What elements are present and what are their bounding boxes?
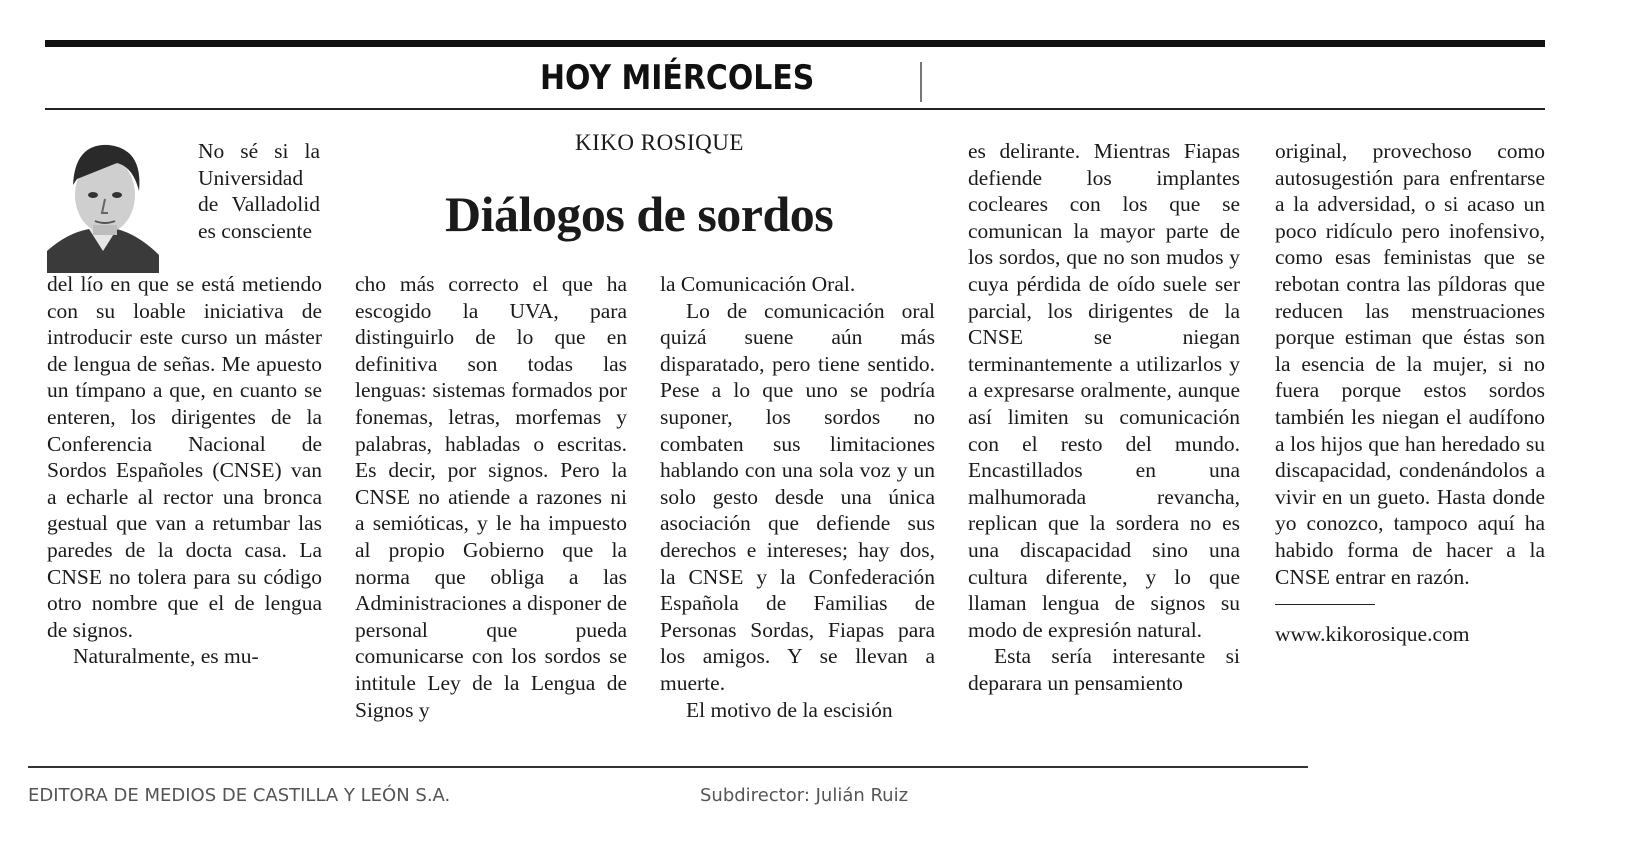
- article-column-1: [47, 271, 322, 670]
- article-headline: Diálogos de sordos: [445, 186, 834, 242]
- footer-text: Subdirector: Julián Ruiz: [700, 785, 909, 806]
- article-column-3: [660, 271, 935, 723]
- author-website: www.kikorosique.com: [1275, 622, 1470, 647]
- footer-text: EDITORA DE MEDIOS DE CASTILLA Y LEÓN S.A.: [28, 785, 451, 806]
- paragraph: la Comunicación Oral.: [660, 272, 856, 296]
- signature-rule: [1275, 604, 1375, 605]
- top-rule: [45, 40, 1545, 47]
- footer-rule: [28, 766, 1308, 768]
- footer-cut-text-left: [28, 785, 468, 806]
- paragraph: El motivo de la escisión: [686, 697, 893, 722]
- paragraph: cho más correcto el que ha escogido la UVA, para distinguirlo de lo que en definitiva son todas las lenguas: sistemas formados por fonemas, letras, morfemas y palabras, habladas o escritas. Es decir, por signos. Pero la CNSE no atiende a razones ni a semióticas, y le ha impuesto al propio Gobierno que la norma que obliga a las Administraciones a disponer de personal que pueda comunicarse con los sordos se intitule Ley de la Lengua de Signos y: [355, 272, 627, 722]
- column-divider: [920, 62, 922, 102]
- author-photo: [47, 133, 159, 273]
- section-rule: [45, 108, 1545, 110]
- paragraph: Lo de comunicación oral quizá suene aún más disparatado, pero tiene sentido. Pese a lo que uno se podría suponer, los sordos no combaten sus limitaciones hablando con una sola voz y un solo gesto desde una única asociación que defiende sus derechos e intereses; hay dos, la CNSE y la Confederación Española de Familias de Personas Sordas, Fiapas para los amigos. Y se llevan a muerte.: [660, 298, 935, 695]
- paragraph: del lío en que se está metiendo con su loable iniciativa de introducir este curso un máster de lengua de señas. Me apuesto un tímpano a que, en cuanto se enteren, los dirigentes de la Conferencia Nacional de Sordos Españoles (CNSE) van a echarle al rector una bronca gestual que van a retumbar las paredes de la docta casa. La CNSE no tolera para su código otro nombre que el de lengua de signos.: [47, 272, 322, 642]
- paragraph: No sé si la Universidad de Valladolid es consciente: [198, 139, 320, 243]
- footer-cut-text-right: [700, 785, 909, 806]
- paragraph: original, provechoso como autosugestión para enfrentarse a la adversidad, o si acaso un poco ridículo pero inofensivo, como esas feministas que se rebotan contra las píldoras que reducen las menstruaciones porque estiman que éstas son la esencia de la mujer, si no fuera porque estos sordos también les niegan el audífono a los hijos que han heredado su discapacidad, condenándolos a vivir en un gueto. Hasta donde yo conozco, tampoco aquí ha habido forma de hacer a la CNSE entrar en razón.: [1275, 139, 1545, 589]
- article-column-5: [1275, 138, 1545, 648]
- section-title: HOY MIÉRCOLES: [540, 58, 815, 98]
- article-column-1-top: [198, 138, 320, 244]
- author-byline: KIKO ROSIQUE: [575, 130, 744, 155]
- paragraph: Naturalmente, es mu-: [73, 644, 259, 669]
- article-column-4: [968, 138, 1240, 696]
- paragraph: es delirante. Mientras Fiapas defiende los implantes cocleares con los que se comunican la mayor parte de los sordos, que no son mudos y cuya pérdida de oído suele ser parcial, los dirigentes de la CNSE se niegan terminantemente a utilizarlos y a expresarse oralmente, aunque así limiten su comunicación con el resto del mundo. Encastillados en una malhumorada revancha, replican que la sordera no es una discapacidad sino una cultura diferente, y lo que llaman lengua de signos su modo de expresión natural.: [968, 139, 1240, 642]
- paragraph: Esta sería interesante si deparara un pensamiento: [968, 644, 1240, 695]
- article-column-2: [355, 271, 627, 723]
